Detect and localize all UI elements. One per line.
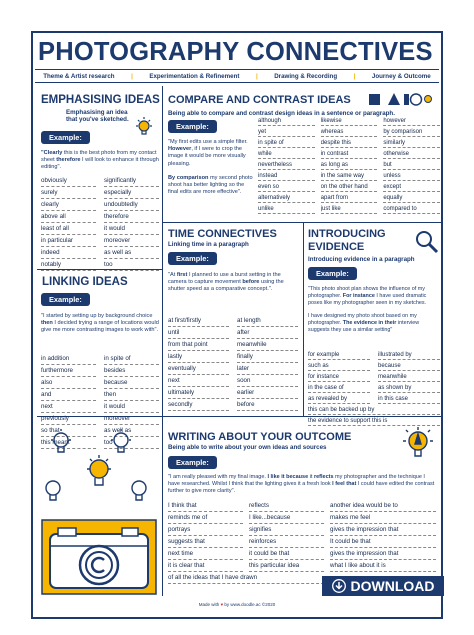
list-item: even so [258, 181, 315, 192]
compare-heading: COMPARE AND CONTRAST IDEAS [168, 94, 351, 106]
example-text: I feel that [332, 481, 357, 487]
download-button[interactable] [322, 576, 444, 596]
example-text: However [168, 146, 192, 153]
page-title: PHOTOGRAPHY CONNECTIVES [38, 38, 433, 66]
evidence-word-list [308, 349, 440, 404]
list-item: I like...because [249, 512, 324, 524]
lightbulbs-icon [43, 428, 155, 510]
emphasising-subtitle: Emphasising an idea that you've sketched. [66, 109, 129, 124]
example-text: using the shutter speed as a comparative concept.". [168, 279, 284, 293]
list-item: moreover [104, 413, 159, 425]
emphasising-heading: EMPHASISING IDEAS [41, 94, 160, 106]
evidence-heading-line: EVIDENCE [308, 241, 365, 253]
pen-idea-icon [400, 426, 436, 464]
writing-subtitle: Being able to write about your own ideas and sources [168, 444, 327, 451]
example-text: I will look to enhance it through editing". [41, 157, 159, 171]
linking-heading: LINKING IDEAS [42, 276, 128, 288]
heart-icon: ♥ [220, 602, 224, 607]
example-text: therefore [56, 157, 81, 164]
compare-example [168, 139, 254, 197]
divider [303, 222, 304, 416]
list-item: because [104, 377, 159, 389]
list-item: reflects [249, 500, 324, 512]
list-item: least of all [41, 223, 96, 235]
time-example [168, 272, 300, 294]
example-text: I could have edited the contrast further to give more clarity". [168, 481, 435, 494]
list-item: surely [41, 187, 96, 199]
list-item: on the other hand [321, 181, 378, 192]
list-item: also [41, 377, 96, 389]
example-text: first [176, 272, 188, 278]
list-item: makes me feel [330, 512, 436, 524]
example-text: I decided trying a range of locations would give me more contrasting images to work with". [41, 320, 159, 334]
list-item: secondly [168, 399, 229, 411]
list-item: ultimately [168, 387, 229, 399]
list-item: I think that [168, 500, 243, 512]
nav-item-experimentation[interactable]: Experimentation & Refinement [149, 72, 240, 80]
camera-icon [40, 518, 158, 596]
list-item: before [237, 399, 298, 411]
list-item: equally [383, 192, 440, 203]
footer-text: by www.doodle.ac ©2020 [223, 602, 276, 607]
list-item: moreover [104, 235, 159, 247]
list-item: suggests that [168, 536, 243, 548]
list-item: at length [237, 315, 298, 327]
list-item: above all [41, 211, 96, 223]
evidence-heading-line: INTRODUCING [308, 228, 386, 240]
example-label: Example: [168, 120, 217, 133]
list-item: but [383, 159, 440, 170]
list-item: as shown by [378, 382, 440, 393]
shapes-icon [368, 91, 434, 108]
example-text: "This photo shoot plan shows the influence of my photographer. [308, 286, 425, 299]
nav-separator: | [353, 72, 356, 80]
evidence-example [308, 286, 440, 334]
list-item: eventually [168, 363, 229, 375]
list-item: because [378, 360, 440, 371]
list-item: illustrated by [378, 349, 440, 360]
list-item: too [104, 437, 159, 449]
compare-subtitle: Being able to compare and contrast design ideas in a sentence or paragraph. [168, 110, 395, 117]
magnifier-icon [415, 230, 439, 254]
nav-separator: | [255, 72, 258, 80]
list-item: another idea would be to [330, 500, 436, 512]
list-item: this meant [41, 437, 96, 449]
example-text: "I am really pleased with my final image. [168, 474, 268, 480]
list-item: apart from [321, 192, 378, 203]
list-item: whereas [321, 126, 378, 137]
list-item: furthermore [41, 365, 96, 377]
list-item: in the same way [321, 170, 378, 181]
example-text: "At [168, 272, 177, 278]
list-item: gives the impression that [330, 524, 436, 536]
list-item: earlier [237, 387, 298, 399]
divider [162, 86, 163, 416]
list-item: in addition [41, 353, 96, 365]
time-word-list [168, 315, 298, 411]
list-item: next [41, 401, 96, 413]
list-item: undoubtedly [104, 199, 159, 211]
example-text: "I started by setting up by background choice [41, 313, 153, 319]
list-item: likewise [321, 115, 378, 126]
list-item: It could be that [330, 536, 436, 548]
footer-credit [0, 602, 474, 607]
nav-item-theme[interactable]: Theme & Artist research [43, 72, 115, 80]
writing-heading: WRITING ABOUT YOUR OUTCOME [168, 431, 352, 443]
list-item: in the case of [308, 382, 370, 393]
evidence-heading [308, 228, 386, 254]
list-item: by comparison [383, 126, 440, 137]
example-text: I have designed my photo shoot based on my photographer. [308, 313, 417, 326]
compare-word-list [258, 115, 440, 214]
list-item: it would [104, 401, 159, 413]
list-item: unlike [258, 203, 315, 214]
example-label: Example: [168, 252, 217, 265]
evidence-phrase-list [308, 404, 440, 426]
list-item: clearly [41, 199, 96, 211]
list-item: compared to [383, 203, 440, 214]
emphasising-word-list [41, 175, 159, 271]
list-item: in particular [41, 235, 96, 247]
list-item: next time [168, 548, 243, 560]
list-item: too [104, 259, 159, 271]
example-text: I have used dramatic poses like my photographer seen in my sketches. [308, 292, 427, 306]
nav-separator: | [131, 72, 133, 80]
list-item: the evidence to support this is [308, 415, 440, 426]
list-item: this particular idea [249, 560, 324, 572]
list-item: lastly [168, 351, 229, 363]
example-text: "My first edits use a simple filter. [168, 139, 248, 145]
list-item: except [383, 181, 440, 192]
list-item: while [258, 148, 315, 159]
list-item: otherwise [383, 148, 440, 159]
time-subtitle: Linking time in a paragraph [168, 241, 249, 248]
example-label: Example: [41, 131, 90, 144]
example-text: it [308, 474, 314, 480]
list-item: meanwhile [237, 339, 298, 351]
download-label: DOWNLOAD [350, 578, 435, 594]
list-item: later [237, 363, 298, 375]
example-text: then [41, 320, 53, 327]
list-item: however [383, 115, 440, 126]
list-item: nevertheless [258, 159, 315, 170]
list-item: significantly [104, 175, 159, 187]
download-arrow-icon [332, 579, 346, 593]
list-item: in contrast [321, 148, 378, 159]
example-label: Example: [308, 267, 357, 280]
emphasising-example [41, 150, 159, 172]
lightbulb-icon [133, 115, 155, 139]
example-text: I planned to use a burst setting in the camera to capture movement [168, 272, 281, 286]
nav-item-drawing[interactable]: Drawing & Recording [274, 72, 338, 80]
list-item: alternatively [258, 192, 315, 203]
example-text: interview suggests they use a similar setting" [308, 319, 420, 333]
list-item: finally [237, 351, 298, 363]
example-text: By comparison [168, 175, 209, 182]
list-item: of all the ideas that I have drawn [168, 572, 324, 584]
list-item: indeed [41, 247, 96, 259]
list-item: at first/firstly [168, 315, 229, 327]
linking-example [41, 313, 159, 335]
list-item: therefore [104, 211, 159, 223]
list-item: meanwhile [378, 371, 440, 382]
list-item: unless [383, 170, 440, 181]
list-item: similarly [383, 137, 440, 148]
footer-text: Made with [198, 602, 221, 607]
example-text: For instance [342, 292, 375, 299]
example-text: reflects [313, 474, 334, 480]
list-item: reminds me of [168, 512, 243, 524]
list-item: and [41, 389, 96, 401]
list-item: especially [104, 187, 159, 199]
example-label: Example: [41, 293, 90, 306]
list-item: so that [41, 425, 96, 437]
list-item: after [237, 327, 298, 339]
list-item: instead [258, 170, 315, 181]
example-text: "Clearly [41, 150, 63, 156]
writing-example [168, 474, 436, 495]
list-item: gives the impression that [330, 548, 436, 560]
list-item: as well as [104, 425, 159, 437]
list-item: signifies [249, 524, 324, 536]
nav-item-journey[interactable]: Journey & Outcome [371, 72, 431, 80]
list-item: despite this [321, 137, 378, 148]
list-item: in this case [378, 393, 440, 404]
list-item: portrays [168, 524, 243, 536]
example-text: I like it because [267, 474, 309, 480]
list-item: notably [41, 259, 96, 271]
list-item: next [168, 375, 229, 387]
list-item: in spite of [258, 137, 315, 148]
example-label: Example: [168, 456, 217, 469]
list-item: for instance [308, 371, 370, 382]
list-item: as revealed by [308, 393, 370, 404]
list-item: just like [321, 203, 378, 214]
list-item: this can be backed up by [308, 404, 440, 415]
list-item: until [168, 327, 229, 339]
list-item: as long as [321, 159, 378, 170]
list-item: previously [41, 413, 96, 425]
list-item: reinforces [249, 536, 324, 548]
example-text: my second photo shoot has better lighting so the final edits are more effective". [168, 175, 253, 196]
list-item: soon [237, 375, 298, 387]
list-item: from that point [168, 339, 229, 351]
writing-word-list [168, 500, 436, 584]
list-item: obviously [41, 175, 96, 187]
list-item: then [104, 389, 159, 401]
list-item: it could be that [249, 548, 324, 560]
list-item: although [258, 115, 315, 126]
list-item: in spite of [104, 353, 159, 365]
list-item: such as [308, 360, 370, 371]
time-heading: TIME CONNECTIVES [168, 228, 277, 240]
example-text: my photographer and the technique I have researched. Whilst I think that the lighting gives it a fresh look [168, 474, 425, 487]
list-item: as well as [104, 247, 159, 259]
topic-nav [35, 69, 439, 83]
example-text: The evidence in their [342, 319, 397, 326]
list-item: it would [104, 223, 159, 235]
evidence-subtitle: Introducing evidence in a paragraph [308, 256, 415, 263]
list-item: what I like about it is [330, 560, 436, 572]
divider [162, 416, 163, 596]
list-item: besides [104, 365, 159, 377]
list-item: it is clear that [168, 560, 243, 572]
example-text: before [242, 279, 260, 286]
list-item: for example [308, 349, 370, 360]
list-item: yet [258, 126, 315, 137]
example-text: , if I were to crop the image it would be more visually pleasing. [168, 146, 246, 167]
example-text: this is the best photo from my contact sheet [41, 150, 157, 164]
